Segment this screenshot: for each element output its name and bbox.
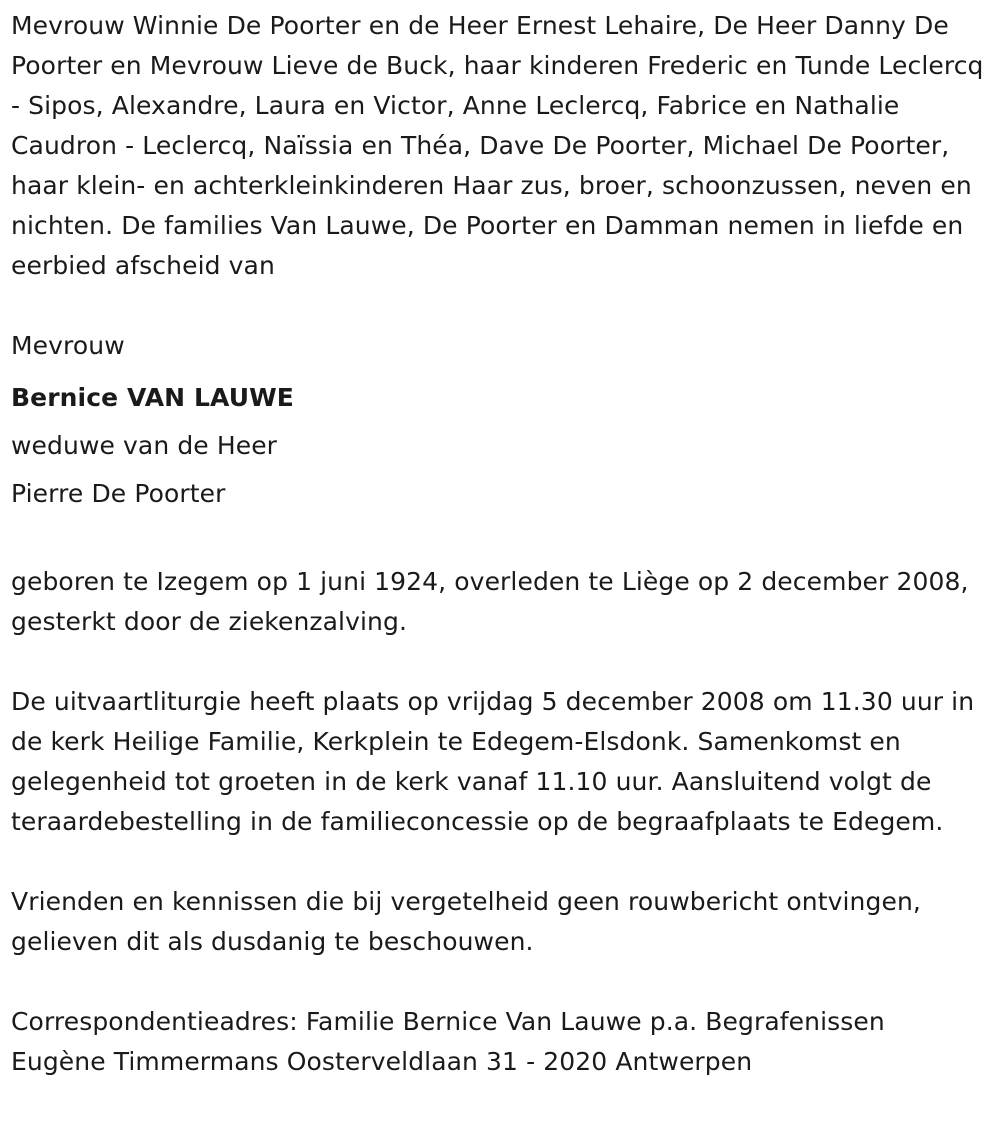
intro-paragraph: Mevrouw Winnie De Poorter en de Heer Ernest Lehaire, De Heer Danny De Poorter en Mevrouw Lieve de Buck, haar kinderen Frederic en Tunde Leclercq - Sipos, Alexandre, Laura en Victor, Anne Leclercq, Fabrice en Nathalie Caudron - Leclercq, Naïssia en Théa, Dave De Poorter, Michael De Poorter, haar klein- en achterkleinkinderen Haar zus, broer, schoonzussen, neven en nichten. De families Van Lauwe, De Poorter en Damman nemen in liefde en eerbied afscheid van bbox=[11, 11, 984, 280]
spacer bbox=[11, 286, 986, 326]
deceased-spouse: Pierre De Poorter bbox=[11, 479, 226, 508]
birth-death-paragraph: geboren te Izegem op 1 juni 1924, overleden te Liège op 2 december 2008, gesterkt door de ziekenzalving. bbox=[11, 567, 969, 636]
correspondence-paragraph: Correspondentieadres: Familie Bernice Van Lauwe p.a. Begrafenissen Eugène Timmermans Oosterveldlaan 31 - 2020 Antwerpen bbox=[11, 1007, 885, 1076]
spacer bbox=[11, 842, 986, 882]
deceased-name: Bernice VAN LAUWE bbox=[11, 383, 294, 412]
deceased-honorific: Mevrouw bbox=[11, 331, 125, 360]
ceremony-paragraph: De uitvaartliturgie heeft plaats op vrijdag 5 december 2008 om 11.30 uur in de kerk Heilige Familie, Kerkplein te Edegem-Elsdonk. Samenkomst en gelegenheid tot groeten in de kerk vanaf 11.10 uur. Aansluitend volgt de teraardebestelling in de familieconcessie op de begraafplaats te Edegem. bbox=[11, 687, 975, 836]
spacer bbox=[11, 642, 986, 682]
deceased-block bbox=[11, 326, 986, 518]
obituary-document bbox=[11, 6, 986, 1082]
notice-paragraph: Vrienden en kennissen die bij vergetelheid geen rouwbericht ontvingen, gelieven dit als dusdanig te beschouwen. bbox=[11, 887, 921, 956]
deceased-relation: weduwe van de Heer bbox=[11, 431, 278, 460]
spacer bbox=[11, 518, 986, 562]
spacer bbox=[11, 962, 986, 1002]
